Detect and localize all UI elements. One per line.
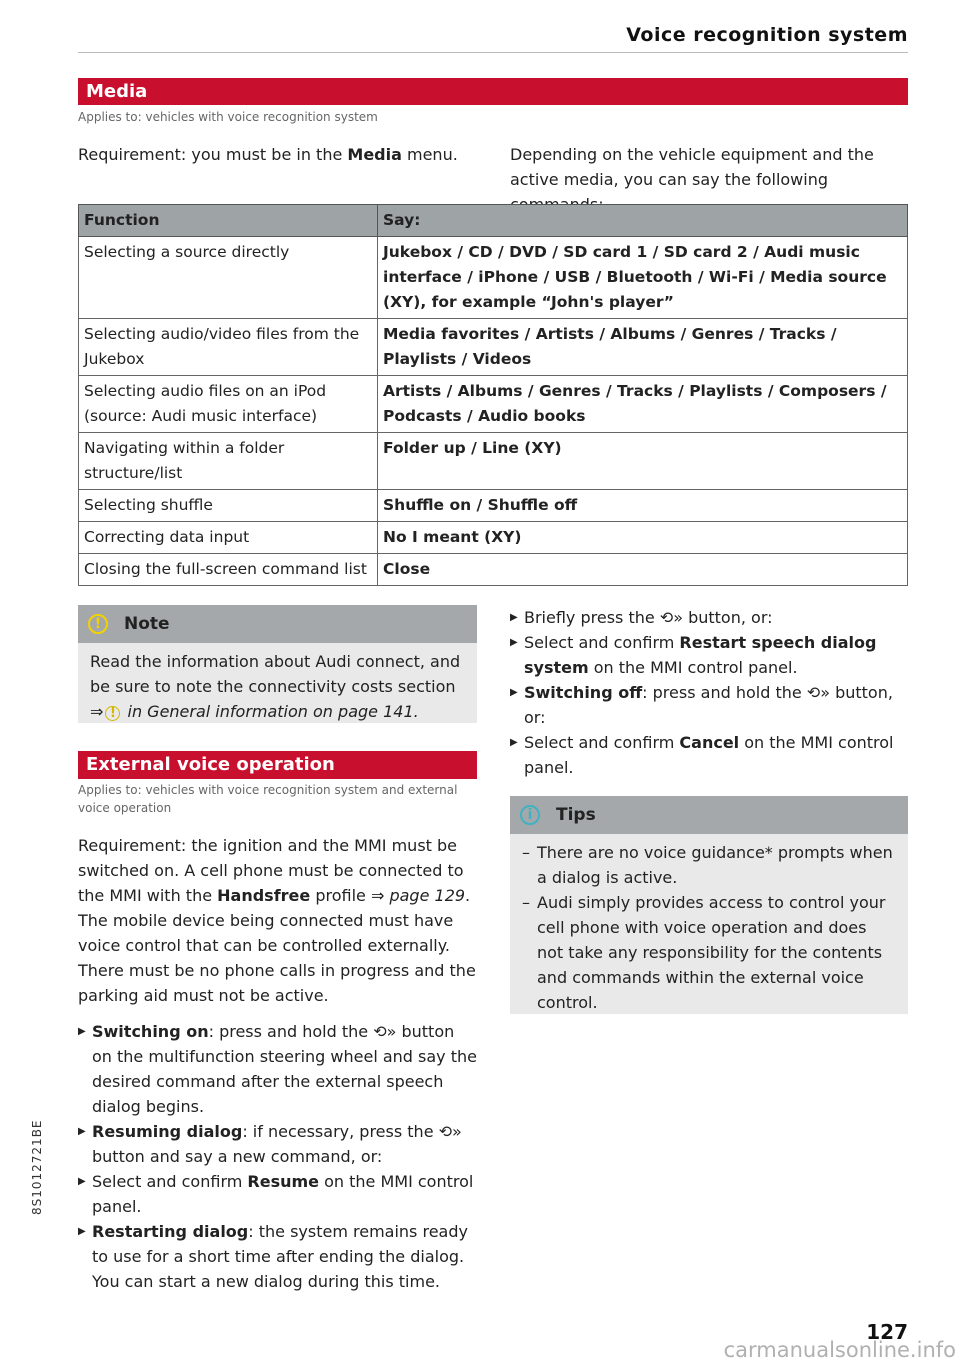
table-row [79,522,908,554]
arrow-bullet-icon: ▶ [78,1026,86,1037]
tips-list [510,834,908,1015]
page-number: 127 [866,1320,908,1344]
table-header-say: Say: [378,205,908,237]
table-cell-function: Selecting a source directly [79,237,378,319]
media-section-heading: Media [78,78,908,105]
table-cell-function: Selecting shuffle [79,490,378,522]
table-header-function: Function [79,205,378,237]
arrow-bullet-icon: ▶ [510,637,518,648]
table-row [79,433,908,490]
table-cell-say: Artists / Albums / Genres / Tracks / Playlists / Composers / Podcasts / Audio books [378,376,908,433]
table-row [79,554,908,586]
arrow-bullet-icon: ▶ [78,1126,86,1137]
note-text: Read the information about Audi connect, and be sure to note the connectivity costs section ⇒ ! in General information on page 141. [90,652,461,721]
table-row [79,490,908,522]
document-code: 8S1012721BE [30,1119,44,1215]
table-row [79,376,908,433]
note-ref-icon: ! [105,706,120,721]
external-steps-left [78,1019,477,1294]
table-cell-function: Closing the full-screen command list [79,554,378,586]
header-rule [78,52,908,53]
tips-title: Tips [556,805,596,825]
arrow-bullet-icon: ▶ [78,1226,86,1237]
external-requirement: Requirement: the ignition and the MMI must be switched on. A cell phone must be connected to the MMI with the Handsfree profile ⇒ page 129. The mobile device being connected must have voice control that can be controlled externally. There must be no phone calls in progress and the parking aid must not be active. [78,836,476,1005]
page-ref-link[interactable]: ⇒ page 129 [370,886,466,905]
table-cell-function: Navigating within a folder structure/list [79,433,378,490]
warning-icon: ! [88,614,108,634]
table-cell-function: Selecting audio files on an iPod (source: Audi music interface) [79,376,378,433]
list-item: ▶ Restarting dialog: the system remains ready to use for a short time after ending the dialog. You can start a new dialog during this time. [78,1219,477,1294]
arrow-bullet-icon: ▶ [510,687,518,698]
media-applies-note: Applies to: vehicles with voice recognition system [78,110,378,124]
list-item: ▶ Select and confirm Resume on the MMI control panel. [78,1169,477,1219]
list-item: ▶ Select and confirm Cancel on the MMI control panel. [510,730,908,780]
list-item: ▶ Switching off: press and hold the ⟲» button, or: [510,680,908,730]
table-header-row [79,205,908,237]
table-cell-say: No I meant (XY) [378,522,908,554]
note-page-ref[interactable]: in General information on page 141. [122,702,419,721]
note-title: Note [124,614,170,634]
table-row [79,319,908,376]
table-cell-say: Close [378,554,908,586]
note-box [78,605,477,723]
external-steps-right [510,605,908,780]
external-applies-note: Applies to: vehicles with voice recognition system and external voice operation [78,783,458,815]
list-item: ▶ Briefly press the ⟲» button, or: [510,605,908,630]
arrow-bullet-icon: ▶ [78,1176,86,1187]
tips-header [510,796,908,834]
table-row [79,237,908,319]
table-cell-say: Media favorites / Artists / Albums / Genres / Tracks / Playlists / Videos [378,319,908,376]
list-item: ▶ Select and confirm Restart speech dialog system on the MMI control panel. [510,630,908,680]
voice-command-table [78,204,908,586]
table-cell-say: Shuffle on / Shuffle off [378,490,908,522]
watermark: carmanualsonline.info [723,1338,956,1362]
table-cell-function: Selecting audio/video files from the Jukebox [79,319,378,376]
list-item: – Audi simply provides access to control your cell phone with voice operation and does not take any responsibility for the contents and commands within the external voice control. [522,893,886,1012]
info-icon: i [520,805,540,825]
media-requirement: Requirement: you must be in the Media menu. [78,145,458,164]
table-cell-say: Folder up / Line (XY) [378,433,908,490]
note-header [78,605,477,643]
page-header-title: Voice recognition system [626,24,908,46]
arrow-bullet-icon: ▶ [510,737,518,748]
media-intro: Depending on the vehicle equipment and the active media, you can say the following [510,145,874,189]
table-cell-say: Jukebox / CD / DVD / SD card 1 / SD card 2 / Audi music interface / iPhone / USB / Bluetooth / Wi-Fi / Media source (XY), for example “John's player” [378,237,908,319]
list-item: ▶ Resuming dialog: if necessary, press the ⟲» button and say a new command, or: [78,1119,477,1169]
table-cell-function: Correcting data input [79,522,378,554]
arrow-bullet-icon: ▶ [510,612,518,623]
list-item: ▶ Switching on: press and hold the ⟲» button on the multifunction steering wheel and say the desired command after the external speech dialog begins. [78,1019,477,1119]
list-item: – There are no voice guidance* prompts when a dialog is active. [522,843,893,887]
tips-box [510,796,908,1014]
external-section-heading: External voice operation [78,751,477,779]
